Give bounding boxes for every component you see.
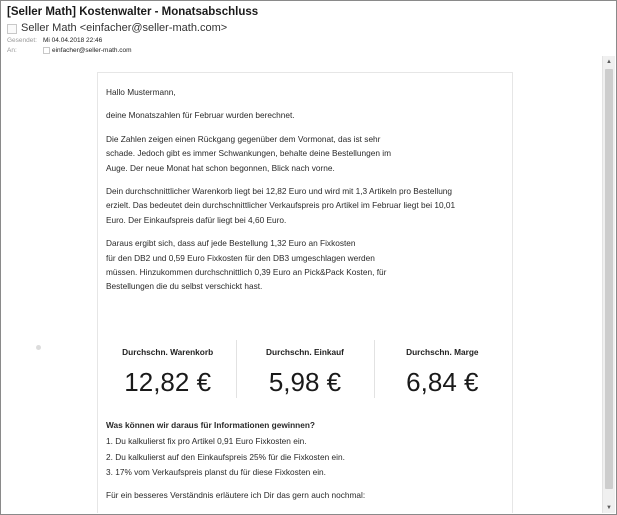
- email-subject: [Seller Math] Kostenwalter - Monatsabschluss: [7, 6, 259, 18]
- paragraph-basket: [106, 184, 506, 227]
- paragraph-line: müssen. Hinzukommen durchschnittlich 0,39 Euro an Pick&Pack Kosten, für: [106, 267, 387, 278]
- decorative-dot: [36, 345, 41, 350]
- message-body-viewport[interactable]: [3, 56, 602, 513]
- to-row: [7, 46, 610, 55]
- scroll-down-icon[interactable]: ▼: [603, 502, 615, 513]
- sent-row: [7, 36, 610, 45]
- recipient-icon: [43, 47, 50, 54]
- closing-line: Für ein besseres Verständnis erläutere ich Dir das gern auch nochmal:: [106, 490, 366, 501]
- sender-avatar-icon: [7, 24, 17, 34]
- message-card: [97, 72, 513, 513]
- metric-label: Durchschn. Warenkorb: [122, 347, 214, 357]
- paragraph-line: für den DB2 und 0,59 Euro Fixkosten für den DB3 umgeschlagen werden: [106, 252, 375, 263]
- vertical-scrollbar[interactable]: [602, 56, 615, 513]
- metric-label: Durchschn. Einkauf: [266, 347, 344, 357]
- paragraph-line: Daraus ergibt sich, dass auf jede Bestellung 1,32 Euro an Fixkosten: [106, 238, 356, 249]
- list-item: 1. Du kalkulierst fix pro Artikel 0,91 Euro Fixkosten ein.: [106, 435, 307, 446]
- list-item: 2. Du kalkulierst auf den Einkaufspreis 25% für die Fixkosten ein.: [106, 451, 345, 462]
- metric-value: 12,82 €: [124, 367, 212, 397]
- to-label: An:: [7, 47, 17, 54]
- sender-row: [7, 22, 610, 35]
- sent-label: Gesendet:: [7, 37, 37, 44]
- scroll-up-icon[interactable]: ▲: [603, 56, 615, 67]
- message-text: [106, 85, 506, 303]
- to-recipient[interactable]: [43, 46, 132, 55]
- scrollbar-thumb[interactable]: [605, 69, 613, 489]
- metric-marge: [374, 340, 511, 410]
- intro-paragraph: deine Monatszahlen für Februar wurden berechnet.: [106, 110, 295, 121]
- paragraph-fixed-costs: [106, 236, 506, 294]
- paragraph-line: Bestellungen die du selbst verschickt hast.: [106, 281, 263, 292]
- insights-section: [106, 418, 506, 504]
- paragraph-line: Die Zahlen zeigen einen Rückgang gegenüber dem Vormonat, das ist sehr: [106, 133, 381, 144]
- paragraph-line: erzielt. Das bedeutet dein durchschnittlicher Verkaufspreis pro Artikel im Februar liegt bei 10,01: [106, 200, 456, 211]
- metric-value: 6,84 €: [406, 367, 479, 397]
- sent-date: Mi 04.04.2018 22:46: [43, 37, 103, 44]
- metric-einkauf: [236, 340, 373, 410]
- sender-name[interactable]: Seller Math <einfacher@seller-math.com>: [21, 22, 228, 34]
- metric-value: 5,98 €: [268, 367, 342, 397]
- list-item: 3. 17% vom Verkaufspreis planst du für diese Fixkosten ein.: [106, 467, 326, 478]
- metric-label: Durchschn. Marge: [406, 347, 479, 357]
- paragraph-line: Auge. Der neue Monat hat schon begonnen, Blick nach vorne.: [106, 162, 335, 173]
- paragraph-line: Dein durchschnittlicher Warenkorb liegt bei 12,82 Euro und wird mit 1,3 Artikeln pro Bestellung: [106, 186, 453, 197]
- paragraph-line: schade. Jedoch gibt es immer Schwankungen, behalte deine Bestellungen im: [106, 148, 392, 159]
- metrics-row: [99, 340, 511, 410]
- paragraph-line: Euro. Der Einkaufspreis dafür liegt bei 4,60 Euro.: [106, 214, 287, 225]
- insights-heading: Was können wir daraus für Informationen gewinnen?: [106, 420, 315, 430]
- greeting: Hallo Mustermann,: [106, 87, 176, 97]
- metric-warenkorb: [99, 340, 236, 410]
- email-header: [7, 5, 610, 57]
- to-address[interactable]: einfacher@seller-math.com: [52, 47, 132, 54]
- paragraph-trend: [106, 132, 506, 175]
